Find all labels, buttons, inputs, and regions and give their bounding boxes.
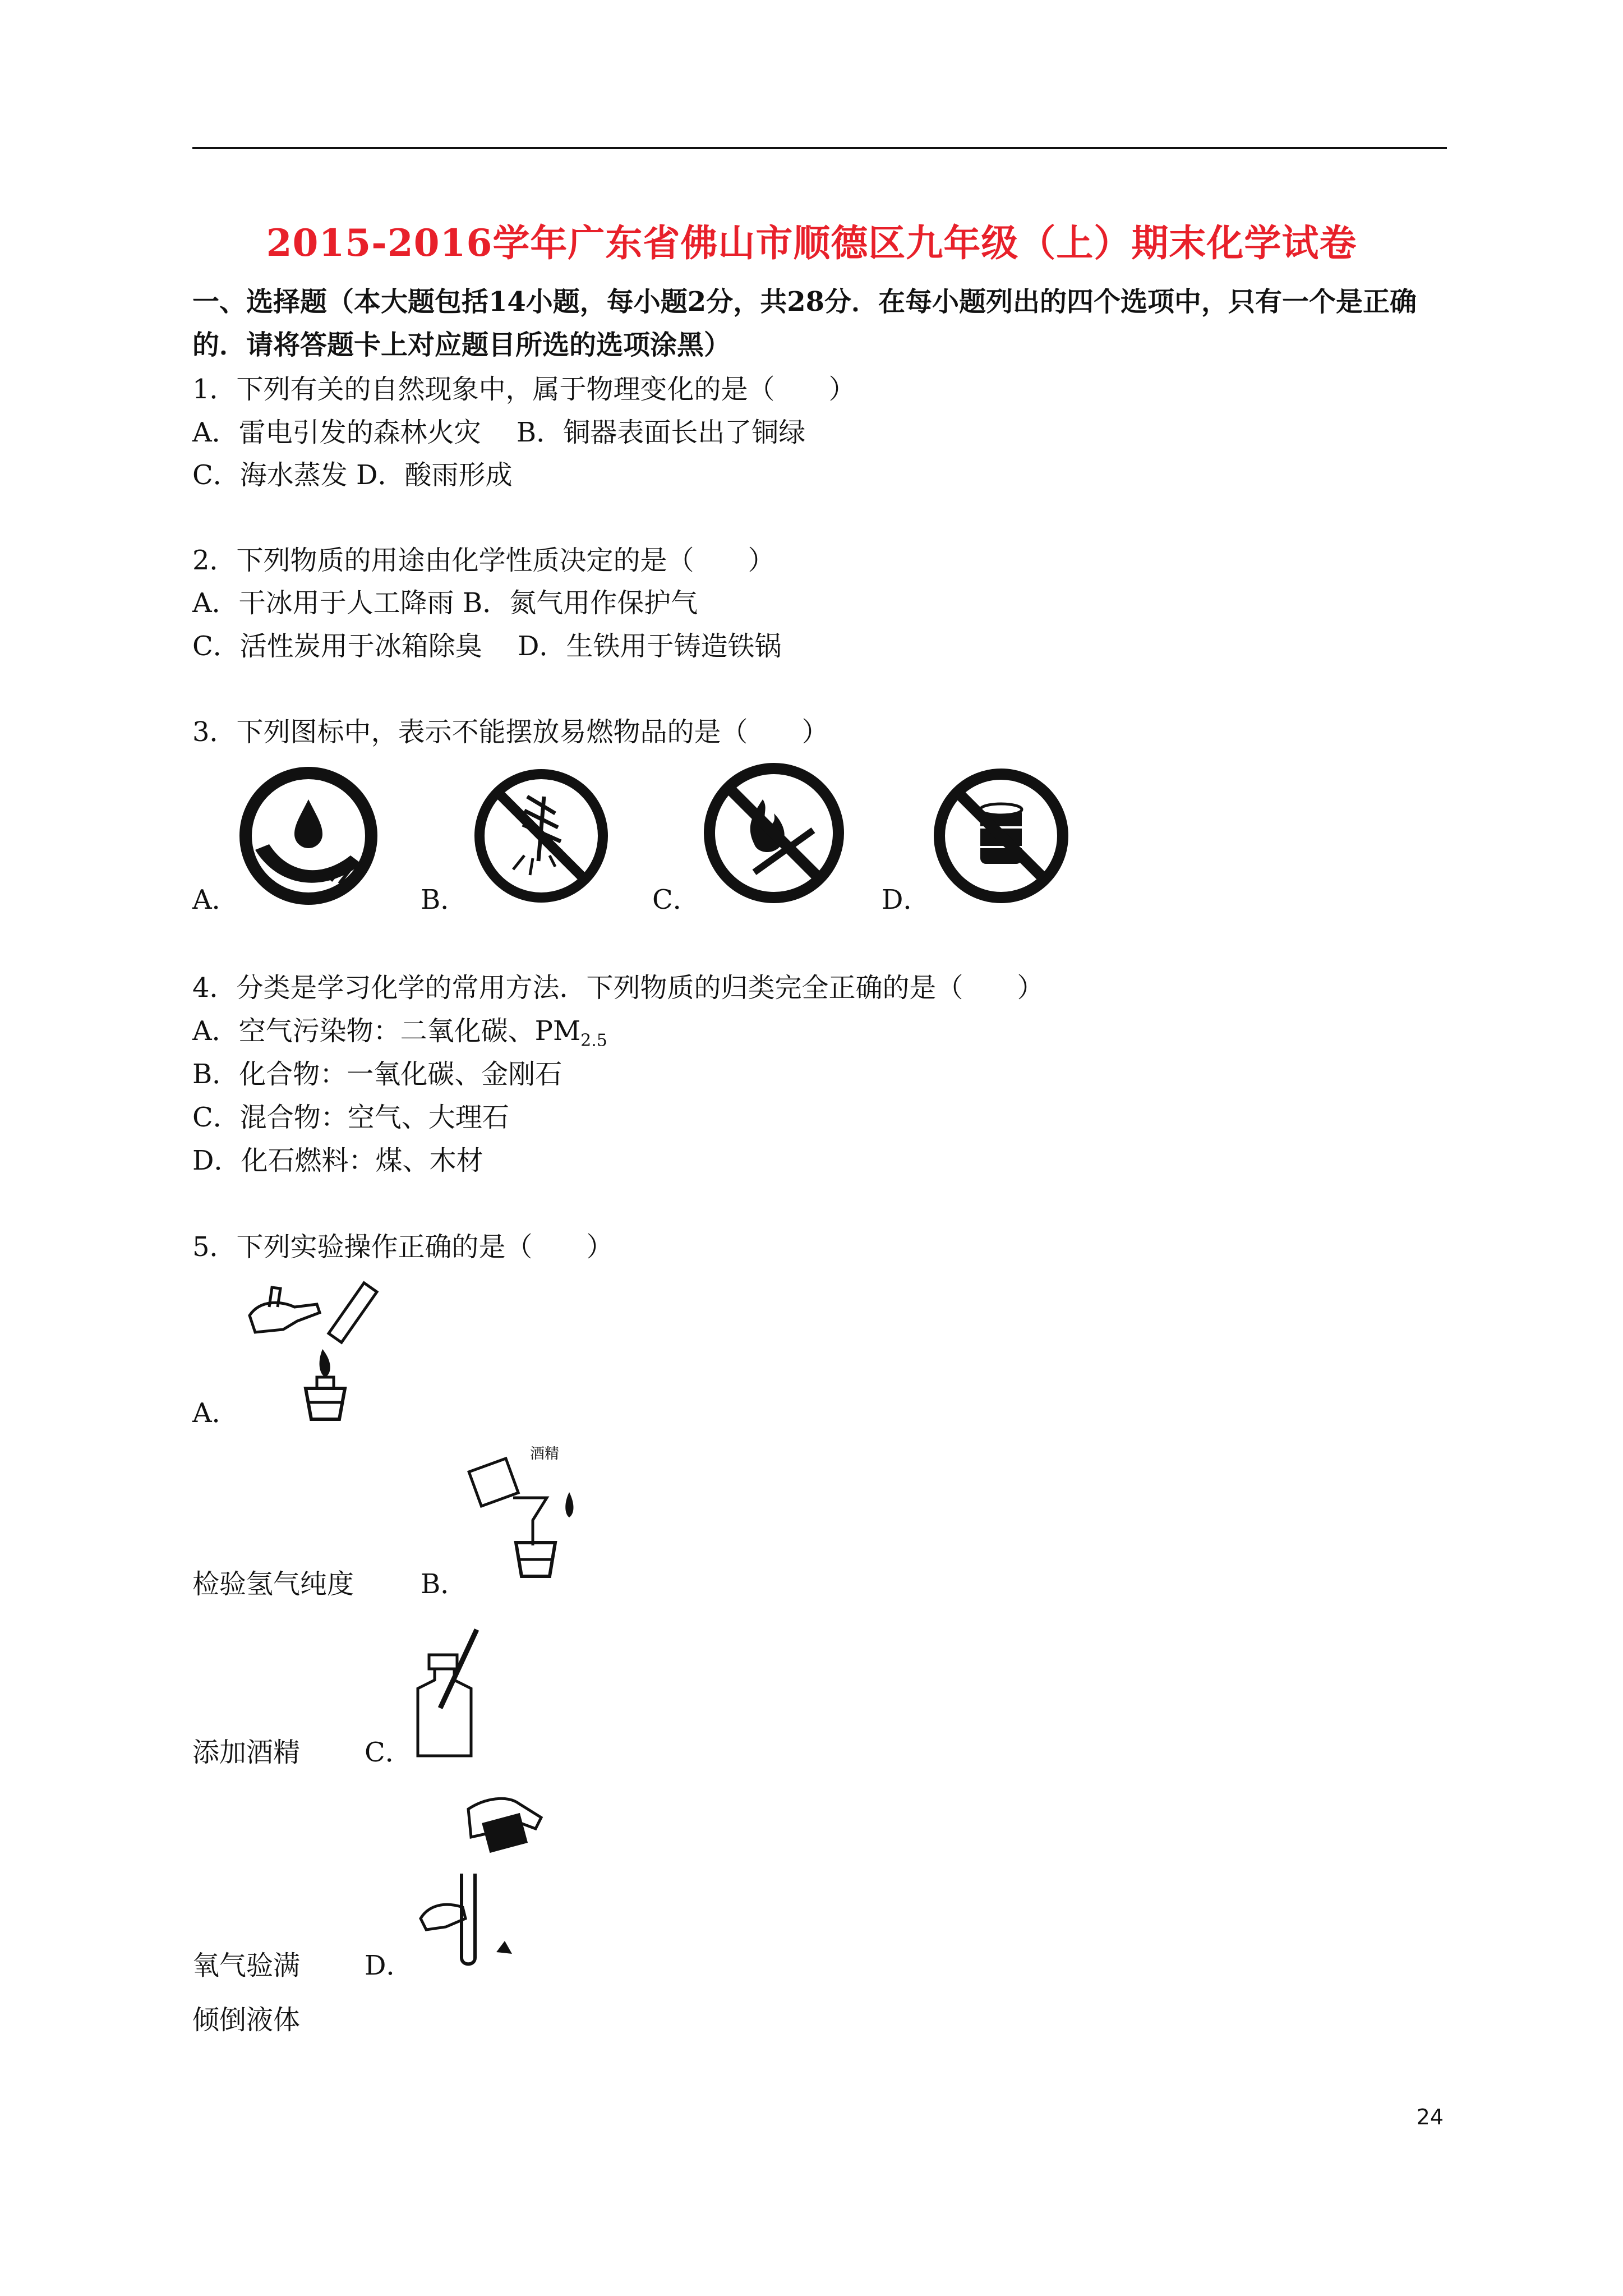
- q2-stem: 2．下列物质的用途由化学性质决定的是（ ）: [192, 545, 775, 576]
- q3-stem: 3．下列图标中，表示不能摆放易燃物品的是（ ）: [192, 716, 829, 748]
- q1-options-ab: A．雷电引发的森林火灾 B．铜器表面长出了铜绿: [192, 417, 806, 448]
- q4-option-a: [192, 1009, 607, 1051]
- q3-label-d: D．: [882, 884, 930, 915]
- page-title: 2015-2016学年广东省佛山市顺德区九年级（上）期末化学试卷: [266, 221, 1357, 265]
- q3-label-a: A．: [192, 884, 239, 915]
- q5-caption-a: 检验氢气纯度: [192, 1568, 354, 1600]
- q4-option-a-text: A．空气污染物：二氧化碳、PM: [192, 1015, 581, 1047]
- sign-b-no-fireworks-icon: [471, 766, 611, 906]
- q1-options-cd: C．海水蒸发 D．酸雨形成: [192, 459, 513, 491]
- fig-b-add-alcohol-icon: [463, 1442, 597, 1588]
- q1-stem: 1．下列有关的自然现象中，属于物理变化的是（ ）: [192, 374, 856, 405]
- sign-d-no-oil-drum-icon: [931, 766, 1071, 906]
- fig-c-oxygen-test-icon: [407, 1624, 491, 1764]
- q3-label-c: C．: [652, 884, 700, 915]
- q5-caption-d: 倾倒液体: [192, 2004, 301, 2036]
- sign-c-no-open-flame-icon: [701, 760, 847, 906]
- q5-stem: 5．下列实验操作正确的是（ ）: [192, 1231, 614, 1263]
- q5-label-d: D．: [365, 1950, 413, 1981]
- q5-caption-b: 添加酒精: [192, 1737, 301, 1768]
- section-heading: 一、选择题（本大题包括14小题，每小题2分，共28分．在每小题列出的四个选项中，只有一个是正确的．请将答题卡上对应题目所选的选项涂黑）: [192, 286, 1417, 361]
- q4-option-b: B．化合物：一氧化碳、金刚石: [192, 1059, 562, 1090]
- sign-a-water-icon: [238, 766, 379, 906]
- q4-option-c: C．混合物：空气、大理石: [192, 1102, 509, 1133]
- fig-b-label: 酒精: [530, 1446, 560, 1462]
- page-number: 24: [1416, 2105, 1444, 2129]
- fig-a-hydrogen-test-icon: [238, 1276, 395, 1428]
- q5-label-b: B．: [421, 1568, 468, 1600]
- fig-d-pour-liquid-icon: [412, 1787, 564, 1972]
- header-rule: [192, 147, 1447, 149]
- q5-label-c: C．: [365, 1737, 412, 1768]
- q2-options-cd: C．活性炭用于冰箱除臭 D．生铁用于铸造铁锅: [192, 631, 782, 662]
- q4-option-d: D．化石燃料：煤、木材: [192, 1145, 483, 1176]
- q2-options-ab: A．干冰用于人工降雨 B．氮气用作保护气: [192, 587, 698, 619]
- q4-stem: 4．分类是学习化学的常用方法．下列物质的归类完全正确的是（ ）: [192, 972, 1044, 1004]
- q4-option-a-subscript: 2.5: [580, 1030, 607, 1051]
- q5-caption-c: 氧气验满: [192, 1950, 301, 1981]
- q5-label-a: A．: [192, 1397, 239, 1429]
- q3-label-b: B．: [421, 884, 468, 915]
